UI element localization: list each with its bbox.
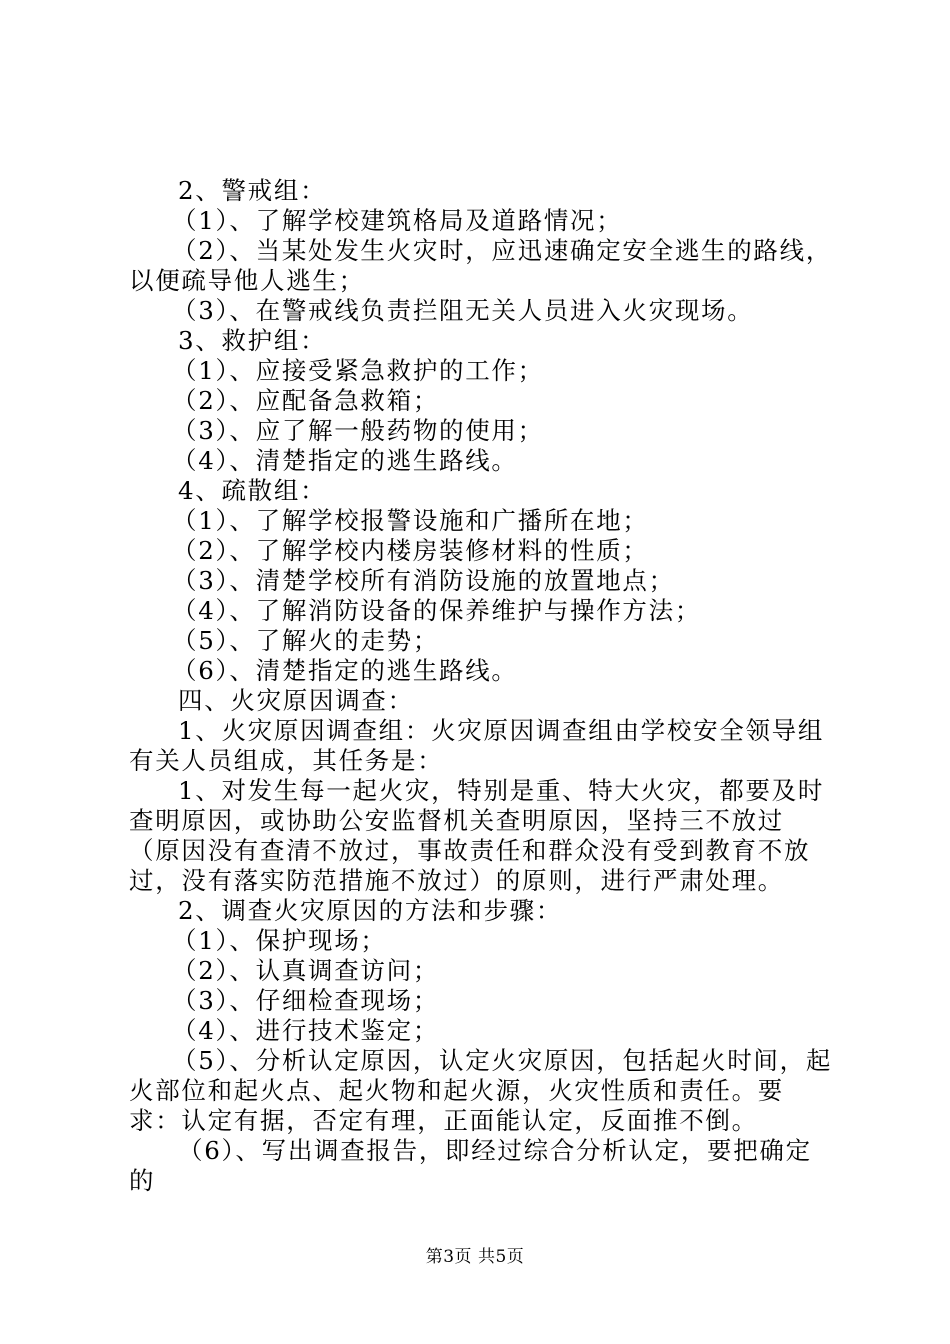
list-item: （3）、仔细检查现场； xyxy=(172,986,440,1015)
section-heading: 4、疏散组： xyxy=(178,476,327,505)
list-item: （2）、应配备急救箱； xyxy=(172,386,440,415)
list-item: （6）、清楚指定的逃生路线。 xyxy=(172,656,518,685)
list-item: （1）、保护现场； xyxy=(172,926,387,955)
section-heading: 2、调查火灾原因的方法和步骤： xyxy=(178,896,563,925)
list-item: （1）、应接受紧急救护的工作； xyxy=(172,356,544,385)
document-body xyxy=(129,176,834,1196)
section-heading: 四、火灾原因调查： xyxy=(178,686,414,715)
list-item: （2）、当某处发生火灾时，应迅速确定安全逃生的路线，以便疏导他人逃生； xyxy=(129,236,833,295)
page-footer: 第3页 共5页 xyxy=(425,1247,525,1267)
paragraph: 1、火灾原因调查组：火灾原因调查组由学校安全领导组有关人员组成，其任务是： xyxy=(129,716,825,775)
paragraph: （6）、写出调查报告，即经过综合分析认定，要把确定的 xyxy=(129,1136,812,1195)
list-item: （2）、认真调查访问； xyxy=(172,956,440,985)
paragraph: （5）、分析认定原因，认定火灾原因，包括起火时间，起火部位和起火点、起火物和起火源，火灾性质和责任。要求：认定有据，否定有理，正面能认定，反面推不倒。 xyxy=(129,1046,833,1135)
list-item: （4）、进行技术鉴定； xyxy=(172,1016,440,1045)
section-heading: 2、警戒组： xyxy=(178,176,327,205)
list-item: （4）、了解消防设备的保养维护与操作方法； xyxy=(172,596,702,625)
list-item: （2）、了解学校内楼房装修材料的性质； xyxy=(172,536,649,565)
list-item: （4）、清楚指定的逃生路线。 xyxy=(172,446,518,475)
list-item: （1）、了解学校建筑格局及道路情况； xyxy=(172,206,623,235)
paragraph: 1、对发生每一起火灾，特别是重、特大火灾，都要及时查明原因，或协助公安监督机关查明原因，坚持三不放过（原因没有查清不放过，事故责任和群众没有受到教育不放过，没有落实防范措施不放过）的原则，进行严肃处理。 xyxy=(129,776,825,895)
list-item: （3）、在警戒线负责拦阻无关人员进入火灾现场。 xyxy=(172,296,754,325)
list-item: （3）、清楚学校所有消防设施的放置地点； xyxy=(172,566,675,595)
list-item: （5）、了解火的走势； xyxy=(172,626,440,655)
list-item: （1）、了解学校报警设施和广播所在地； xyxy=(172,506,649,535)
list-item: （3）、应了解一般药物的使用； xyxy=(172,416,544,445)
section-heading: 3、救护组： xyxy=(178,326,327,355)
